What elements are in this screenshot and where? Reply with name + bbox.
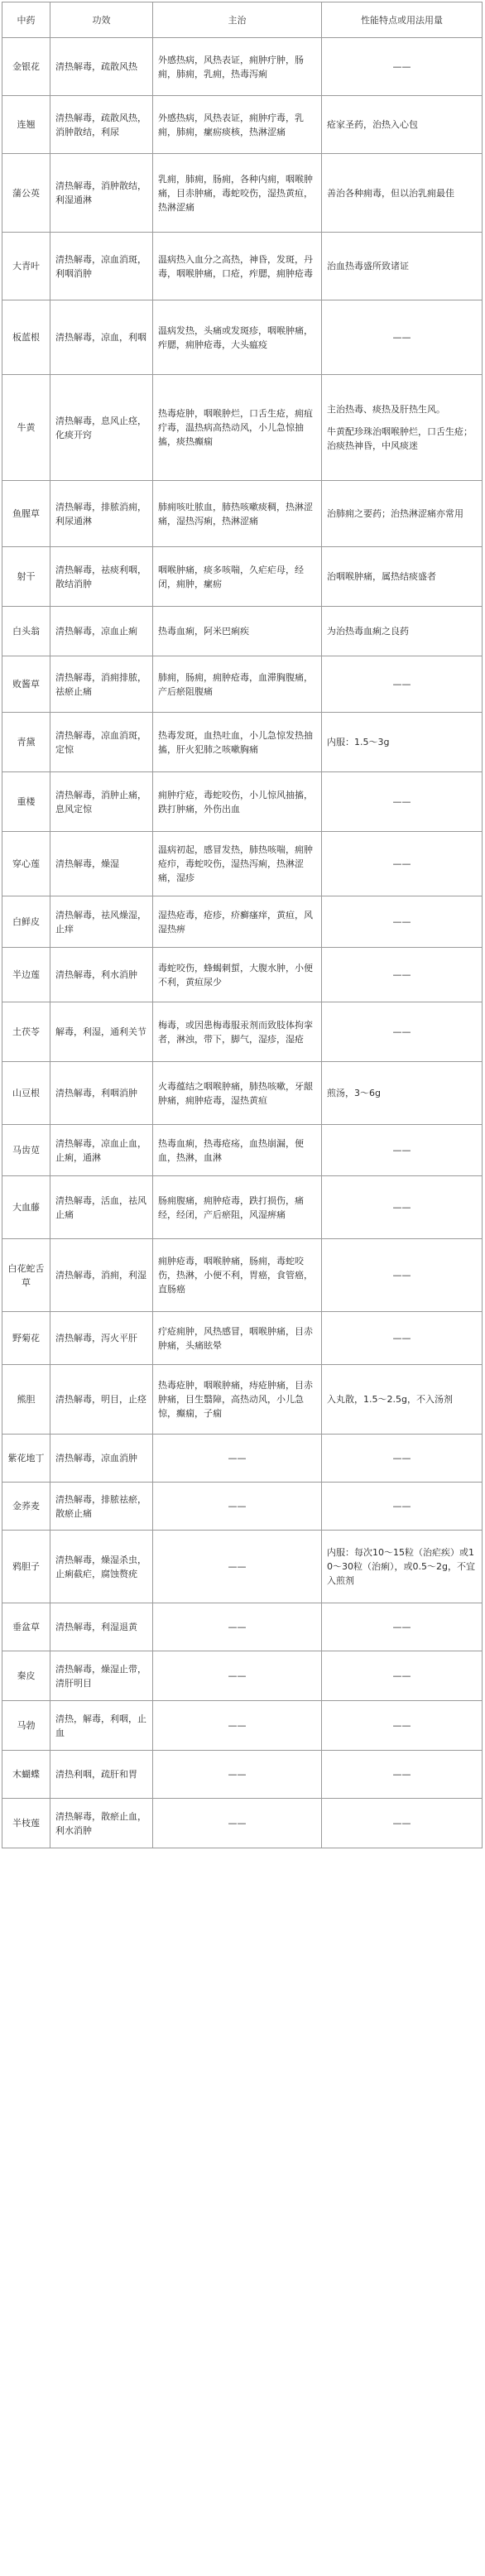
herb-name-cell [2,896,50,948]
indication-cell [153,300,322,375]
table-body [2,38,483,1848]
note-text: —— [392,858,411,869]
effect-text: 清热解毒，疏散风热，消肿散结，利尿 [55,112,146,137]
effect-text: 清热解毒，凉血消肿 [55,1453,137,1463]
herb-name-text: 半边莲 [12,969,40,980]
note-cell [322,375,483,481]
note-cell [322,1062,483,1125]
herb-name-text: 木蝴蝶 [12,1769,40,1780]
indication-text: 痈肿疔疮，毒蛇咬伤，小儿惊风抽搐，跌打肿痛，外伤出血 [158,789,313,815]
table-row [2,547,483,607]
note-cell [322,1751,483,1799]
note-text: —— [392,332,411,343]
effect-text: 清热解毒，消肿散结，利湿通淋 [55,180,146,205]
herb-name-text: 山豆根 [12,1088,40,1098]
indication-text: —— [228,1769,247,1780]
effect-text: 清热解毒，利湿退黄 [55,1622,137,1632]
note-cell [322,1176,483,1239]
effect-text: 清热利咽，疏肝和胃 [55,1769,137,1780]
note-text: 治肺痈之要药；治热淋涩痛亦常用 [327,508,463,519]
note-cell [322,896,483,948]
herb-name-cell [2,154,50,233]
indication-cell [153,1176,322,1239]
herb-name-cell [2,1531,50,1603]
effect-cell [50,1701,153,1751]
indication-cell [153,1799,322,1848]
indication-cell [153,1365,322,1435]
herb-name-text: 金荞麦 [12,1501,40,1511]
table-row [2,948,483,1002]
effect-cell [50,1125,153,1176]
note-cell [322,948,483,1002]
indication-cell [153,896,322,948]
indication-text: —— [228,1670,247,1681]
effect-text: 清热解毒，凉血，利咽 [55,332,146,343]
herb-name-text: 马齿苋 [12,1145,40,1156]
effect-text: 清热解毒，利咽消肿 [55,1088,137,1098]
indication-cell [153,832,322,896]
table-row [2,1701,483,1751]
effect-text: 清热解毒，祛风燥湿，止痒 [55,909,146,935]
herb-name-cell [2,300,50,375]
note-cell [322,1799,483,1848]
table-row [2,607,483,656]
effect-cell [50,547,153,607]
note-text: —— [392,1769,411,1780]
indication-cell [153,1435,322,1483]
indication-text: 痈肿疮毒，咽喉肿痛，肠痈，毒蛇咬伤，热淋，小便不利，胃癌，食管癌，直肠癌 [158,1256,313,1295]
indication-text: —— [228,1561,247,1572]
effect-text: 清热解毒，祛痰利咽，散结消肿 [55,564,146,589]
herb-name-text: 射干 [17,571,36,582]
effect-text: 清热解毒，泻火平肝 [55,1333,137,1343]
header-herb: 中药 [2,2,50,38]
note-cell [322,38,483,96]
indication-cell [153,1312,322,1365]
herb-name-text: 野菊花 [12,1333,40,1343]
herb-name-text: 紫花地丁 [7,1453,45,1463]
herb-name-text: 垂盆草 [12,1622,40,1632]
herb-name-cell [2,713,50,772]
header-indication: 主治 [153,2,322,38]
effect-cell [50,1002,153,1062]
herb-name-cell [2,1176,50,1239]
indication-text: 咽喉肿痛，痰多咳喘，久疟疟母，经闭，痈肿，瘰疬 [158,564,304,589]
table-row [2,1483,483,1531]
effect-cell [50,656,153,713]
effect-cell [50,375,153,481]
table-row [2,375,483,481]
indication-text: 肠痈腹痛，痈肿疮毒，跌打损伤，痛经，经闭，产后瘀阻，风湿痹痛 [158,1194,304,1220]
header-effect: 功效 [50,2,153,38]
indication-text: 疔疮痈肿，风热感冒，咽喉肿痛，目赤肿痛，头痛眩晕 [158,1325,313,1351]
indication-cell [153,1531,322,1603]
herb-name-text: 大青叶 [12,261,40,272]
table-row [2,1603,483,1651]
effect-text: 清热解毒，燥湿 [55,858,119,869]
indication-cell [153,1701,322,1751]
effect-text: 清热，解毒，利咽，止血 [55,1713,146,1738]
effect-cell [50,1176,153,1239]
note-line: 主治热毒、痰热及肝热生风。 [327,404,445,415]
note-text: 治咽喉肿痛，属热结痰盛者 [327,571,436,582]
note-text: —— [392,916,411,927]
note-cell [322,1312,483,1365]
table-row [2,772,483,832]
note-text: —— [392,1270,411,1281]
indication-cell [153,607,322,656]
indication-text: —— [228,1720,247,1731]
table-row [2,154,483,233]
note-line: 牛黄配珍珠治咽喉肿烂，口舌生疮；治痰热神昏，中风痰迷 [327,426,473,451]
herb-name-cell [2,1062,50,1125]
herb-name-cell [2,96,50,154]
effect-cell [50,1239,153,1312]
herb-name-text: 白花蛇舌草 [7,1262,45,1288]
note-text: 疮家圣药，治热入心包 [327,119,418,130]
note-text: —— [392,1145,411,1156]
indication-cell [153,1062,322,1125]
note-text: —— [392,1622,411,1632]
effect-cell [50,1531,153,1603]
indication-cell [153,1603,322,1651]
indication-text: —— [228,1818,247,1829]
note-line [327,416,477,425]
effect-text: 清热解毒，排脓消痈，利尿通淋 [55,501,146,526]
indication-cell [153,1239,322,1312]
header-row [2,2,483,38]
note-text: —— [392,1670,411,1681]
herb-name-cell [2,38,50,96]
herb-name-cell [2,1435,50,1483]
indication-text: 梅毒，或因患梅毒服汞剂而致肢体拘挛者，淋浊，带下，脚气，湿疹，湿疮 [158,1019,313,1045]
indication-text: —— [228,1622,247,1632]
note-cell [322,547,483,607]
note-text: 为治热毒血痢之良药 [327,626,409,637]
note-cell [322,96,483,154]
herb-name-text: 鸦胆子 [12,1561,40,1572]
table-row [2,96,483,154]
table-row [2,656,483,713]
note-cell [322,1651,483,1701]
effect-cell [50,1365,153,1435]
indication-text: 湿热疮毒，疮疹，疥癣瘙痒，黄疸，风湿热痹 [158,909,313,935]
note-text: 内服：1.5～3g [327,737,390,747]
indication-cell [153,547,322,607]
effect-cell [50,1799,153,1848]
effect-text: 清热解毒，明目，止痉 [55,1394,146,1405]
indication-text: 火毒蕴结之咽喉肿痛，肺热咳嗽，牙龈肿痛，痈肿疮毒，湿热黄疸 [158,1080,313,1106]
effect-cell [50,1312,153,1365]
indication-cell [153,656,322,713]
note-text: 煎汤，3～6g [327,1088,381,1098]
indication-text: 毒蛇咬伤，蜂蝎刺蜇，大腹水肿，小便不利，黄疸尿少 [158,962,313,988]
herb-name-text: 马勃 [17,1720,36,1731]
herb-name-text: 土茯苓 [12,1026,40,1037]
note-text: 内服：每次10～15粒（治疟疾）或10～30粒（治痢），或0.5～2g，不宜入煎剂 [327,1547,475,1586]
herb-name-text: 穿心莲 [12,858,40,869]
herb-name-text: 牛黄 [17,422,36,433]
herb-name-text: 秦皮 [17,1670,36,1681]
table-row [2,896,483,948]
indication-text: 外感热病，风热表证，痈肿疔毒，乳痈，肺痈，瘰疬痰核，热淋涩痛 [158,112,304,137]
indication-cell [153,1751,322,1799]
note-cell [322,713,483,772]
herb-name-cell [2,547,50,607]
indication-cell [153,948,322,1002]
indication-text: 温病初起，感冒发热，肺热咳喘，痈肿疮疖，毒蛇咬伤，湿热泻痢，热淋涩痛，湿疹 [158,844,313,883]
indication-text: 温病热入血分之高热，神昏，发斑，丹毒，咽喉肿痛，口疮，痄腮，痈肿疮毒 [158,253,313,279]
effect-cell [50,233,153,300]
indication-text: 热毒血痢，阿米巴痢疾 [158,626,249,637]
effect-text: 清热解毒，息风止痉，化痰开窍 [55,415,146,440]
effect-cell [50,1062,153,1125]
indication-text: 肺痈咳吐脓血，肺热咳嗽痰稠，热淋涩痛，湿热泻痢，热淋涩痛 [158,501,313,526]
herb-name-cell [2,1365,50,1435]
effect-cell [50,1651,153,1701]
herb-name-text: 连翘 [17,119,36,130]
herb-name-cell [2,1483,50,1531]
table-row [2,1125,483,1176]
herb-name-cell [2,1751,50,1799]
indication-text: 热毒发斑，血热吐血，小儿急惊发热抽搐，肝火犯肺之咳嗽胸痛 [158,729,313,755]
note-cell [322,1531,483,1603]
herb-name-text: 半枝莲 [12,1818,40,1829]
indication-cell [153,154,322,233]
indication-cell [153,481,322,547]
effect-text: 清热解毒，消痈排脓，祛瘀止痛 [55,671,146,697]
indication-cell [153,38,322,96]
effect-text: 清热解毒，凉血消斑，利咽消肿 [55,253,146,279]
effect-cell [50,1435,153,1483]
table-row [2,481,483,547]
herb-name-text: 重楼 [17,796,36,807]
indication-text: 热毒疮肿，咽喉肿烂，口舌生疮，痈疽疔毒，温热病高热动风，小儿急惊抽搐，痰热癫痫 [158,408,313,447]
note-cell [322,1603,483,1651]
herb-name-cell [2,375,50,481]
effect-cell [50,300,153,375]
herb-name-text: 金银花 [12,61,40,72]
herb-name-text: 板蓝根 [12,332,40,343]
table-row [2,713,483,772]
note-cell [322,772,483,832]
table-row [2,832,483,896]
note-cell [322,233,483,300]
indication-cell [153,772,322,832]
table-row [2,1651,483,1701]
effect-cell [50,607,153,656]
note-text: —— [392,1202,411,1213]
effect-text: 清热解毒，排脓祛瘀，散瘀止痛 [55,1493,146,1519]
herb-name-cell [2,948,50,1002]
indication-cell [153,1002,322,1062]
herb-name-cell [2,1312,50,1365]
note-text: —— [392,969,411,980]
herb-name-text: 白头翁 [12,626,40,637]
effect-cell [50,481,153,547]
herb-name-cell [2,607,50,656]
note-cell [322,1483,483,1531]
table-row [2,1002,483,1062]
note-text: —— [392,1501,411,1511]
indication-text: 肺痈，肠痈，痈肿疮毒，血滞胸腹痛，产后瘀阻腹痛 [158,671,313,697]
effect-cell [50,1751,153,1799]
note-text: —— [392,1453,411,1463]
table-row [2,1176,483,1239]
indication-cell [153,96,322,154]
effect-cell [50,96,153,154]
header-note: 性能特点或用法用量 [322,2,483,38]
herb-name-text: 蒲公英 [12,187,40,199]
indication-text: 乳痈，肺痈，肠痈，各种内痈，咽喉肿痛，目赤肿痛，毒蛇咬伤，湿热黄疸，热淋涩痛 [158,173,313,213]
indication-text: 温病发热，头痛或发斑疹，咽喉肿痛，痄腮，痈肿疮毒，大头瘟疫 [158,324,313,350]
herb-name-cell [2,1603,50,1651]
note-cell [322,832,483,896]
herb-table [2,2,483,1848]
table-row [2,300,483,375]
effect-text: 清热解毒，利水消肿 [55,969,137,980]
note-cell [322,656,483,713]
effect-text: 清热解毒，散瘀止血，利水消肿 [55,1810,146,1836]
effect-cell [50,38,153,96]
effect-text: 清热解毒，凉血止痢 [55,626,137,637]
effect-text: 清热解毒，疏散风热 [55,61,137,72]
note-text: 入丸散，1.5～2.5g，不入汤剂 [327,1394,453,1405]
herb-name-cell [2,832,50,896]
effect-text: 清热解毒，燥湿杀虫，止痢截疟，腐蚀赘疣 [55,1554,146,1579]
herb-name-cell [2,1239,50,1312]
note-cell [322,154,483,233]
herb-name-cell [2,1002,50,1062]
herb-name-cell [2,772,50,832]
effect-text: 清热解毒，消痈，利湿 [55,1270,146,1281]
herb-name-cell [2,1651,50,1701]
note-cell [322,1435,483,1483]
herb-name-text: 青黛 [17,737,36,747]
herb-name-text: 败酱草 [12,679,40,690]
effect-cell [50,772,153,832]
indication-cell [153,233,322,300]
herb-name-cell [2,1125,50,1176]
effect-text: 清热解毒，燥湿止带，清肝明目 [55,1663,146,1689]
table-row [2,1799,483,1848]
effect-text: 清热解毒，凉血消斑，定惊 [55,729,146,755]
table-row [2,1312,483,1365]
indication-text: 热毒疮肿，咽喉肿痛，痔疮肿痛，目赤肿痛，目生翳障，高热动风，小儿急惊，癫痫，子痫 [158,1380,313,1419]
table-row [2,1531,483,1603]
table-row [2,1239,483,1312]
indication-cell [153,1125,322,1176]
note-cell [322,1125,483,1176]
indication-text: —— [228,1453,247,1463]
table-row [2,1365,483,1435]
note-text: —— [392,1818,411,1829]
indication-text: 外感热病，风热表证，痈肿疔肿，肠痈，肺痈，乳痈，热毒泻痢 [158,54,304,79]
herb-name-cell [2,656,50,713]
table-row [2,1062,483,1125]
effect-text: 清热解毒，消肿止痛，息风定惊 [55,789,146,815]
herb-name-text: 熊胆 [17,1394,36,1405]
note-text: —— [392,679,411,690]
herb-name-cell [2,1701,50,1751]
note-text: 治血热毒盛所致诸证 [327,261,409,272]
indication-cell [153,713,322,772]
note-cell [322,300,483,375]
effect-cell [50,154,153,233]
note-cell [322,607,483,656]
effect-cell [50,713,153,772]
note-cell [322,1365,483,1435]
effect-text: 清热解毒，活血，祛风止痛 [55,1194,146,1220]
note-text: —— [392,1333,411,1343]
note-text: —— [392,1720,411,1731]
effect-cell [50,832,153,896]
effect-cell [50,948,153,1002]
effect-cell [50,1603,153,1651]
effect-cell [50,1483,153,1531]
note-text: —— [392,61,411,72]
note-text: —— [392,1026,411,1037]
herb-name-text: 大血藤 [12,1202,40,1213]
note-cell [322,481,483,547]
indication-text: —— [228,1501,247,1511]
note-cell [322,1002,483,1062]
note-cell [322,1701,483,1751]
herb-name-cell [2,233,50,300]
note-text: 善治各种痈毒，但以治乳痈最佳 [327,187,454,199]
note-cell [322,1239,483,1312]
herb-name-cell [2,1799,50,1848]
table-row [2,1751,483,1799]
indication-cell [153,375,322,481]
table-row [2,38,483,96]
table-row [2,233,483,300]
effect-cell [50,896,153,948]
indication-text: 热毒血痢，热毒疮疡，血热崩漏，便血，热淋，血淋 [158,1137,304,1163]
indication-cell [153,1651,322,1701]
indication-cell [153,1483,322,1531]
table-row [2,1435,483,1483]
note-text: —— [392,796,411,807]
effect-text: 清热解毒，凉血止血，止痢，通淋 [55,1137,146,1163]
herb-name-text: 白鲜皮 [12,916,40,927]
effect-text: 解毒，利湿，通利关节 [55,1026,146,1037]
herb-name-text: 鱼腥草 [12,508,40,519]
herb-name-cell [2,481,50,547]
